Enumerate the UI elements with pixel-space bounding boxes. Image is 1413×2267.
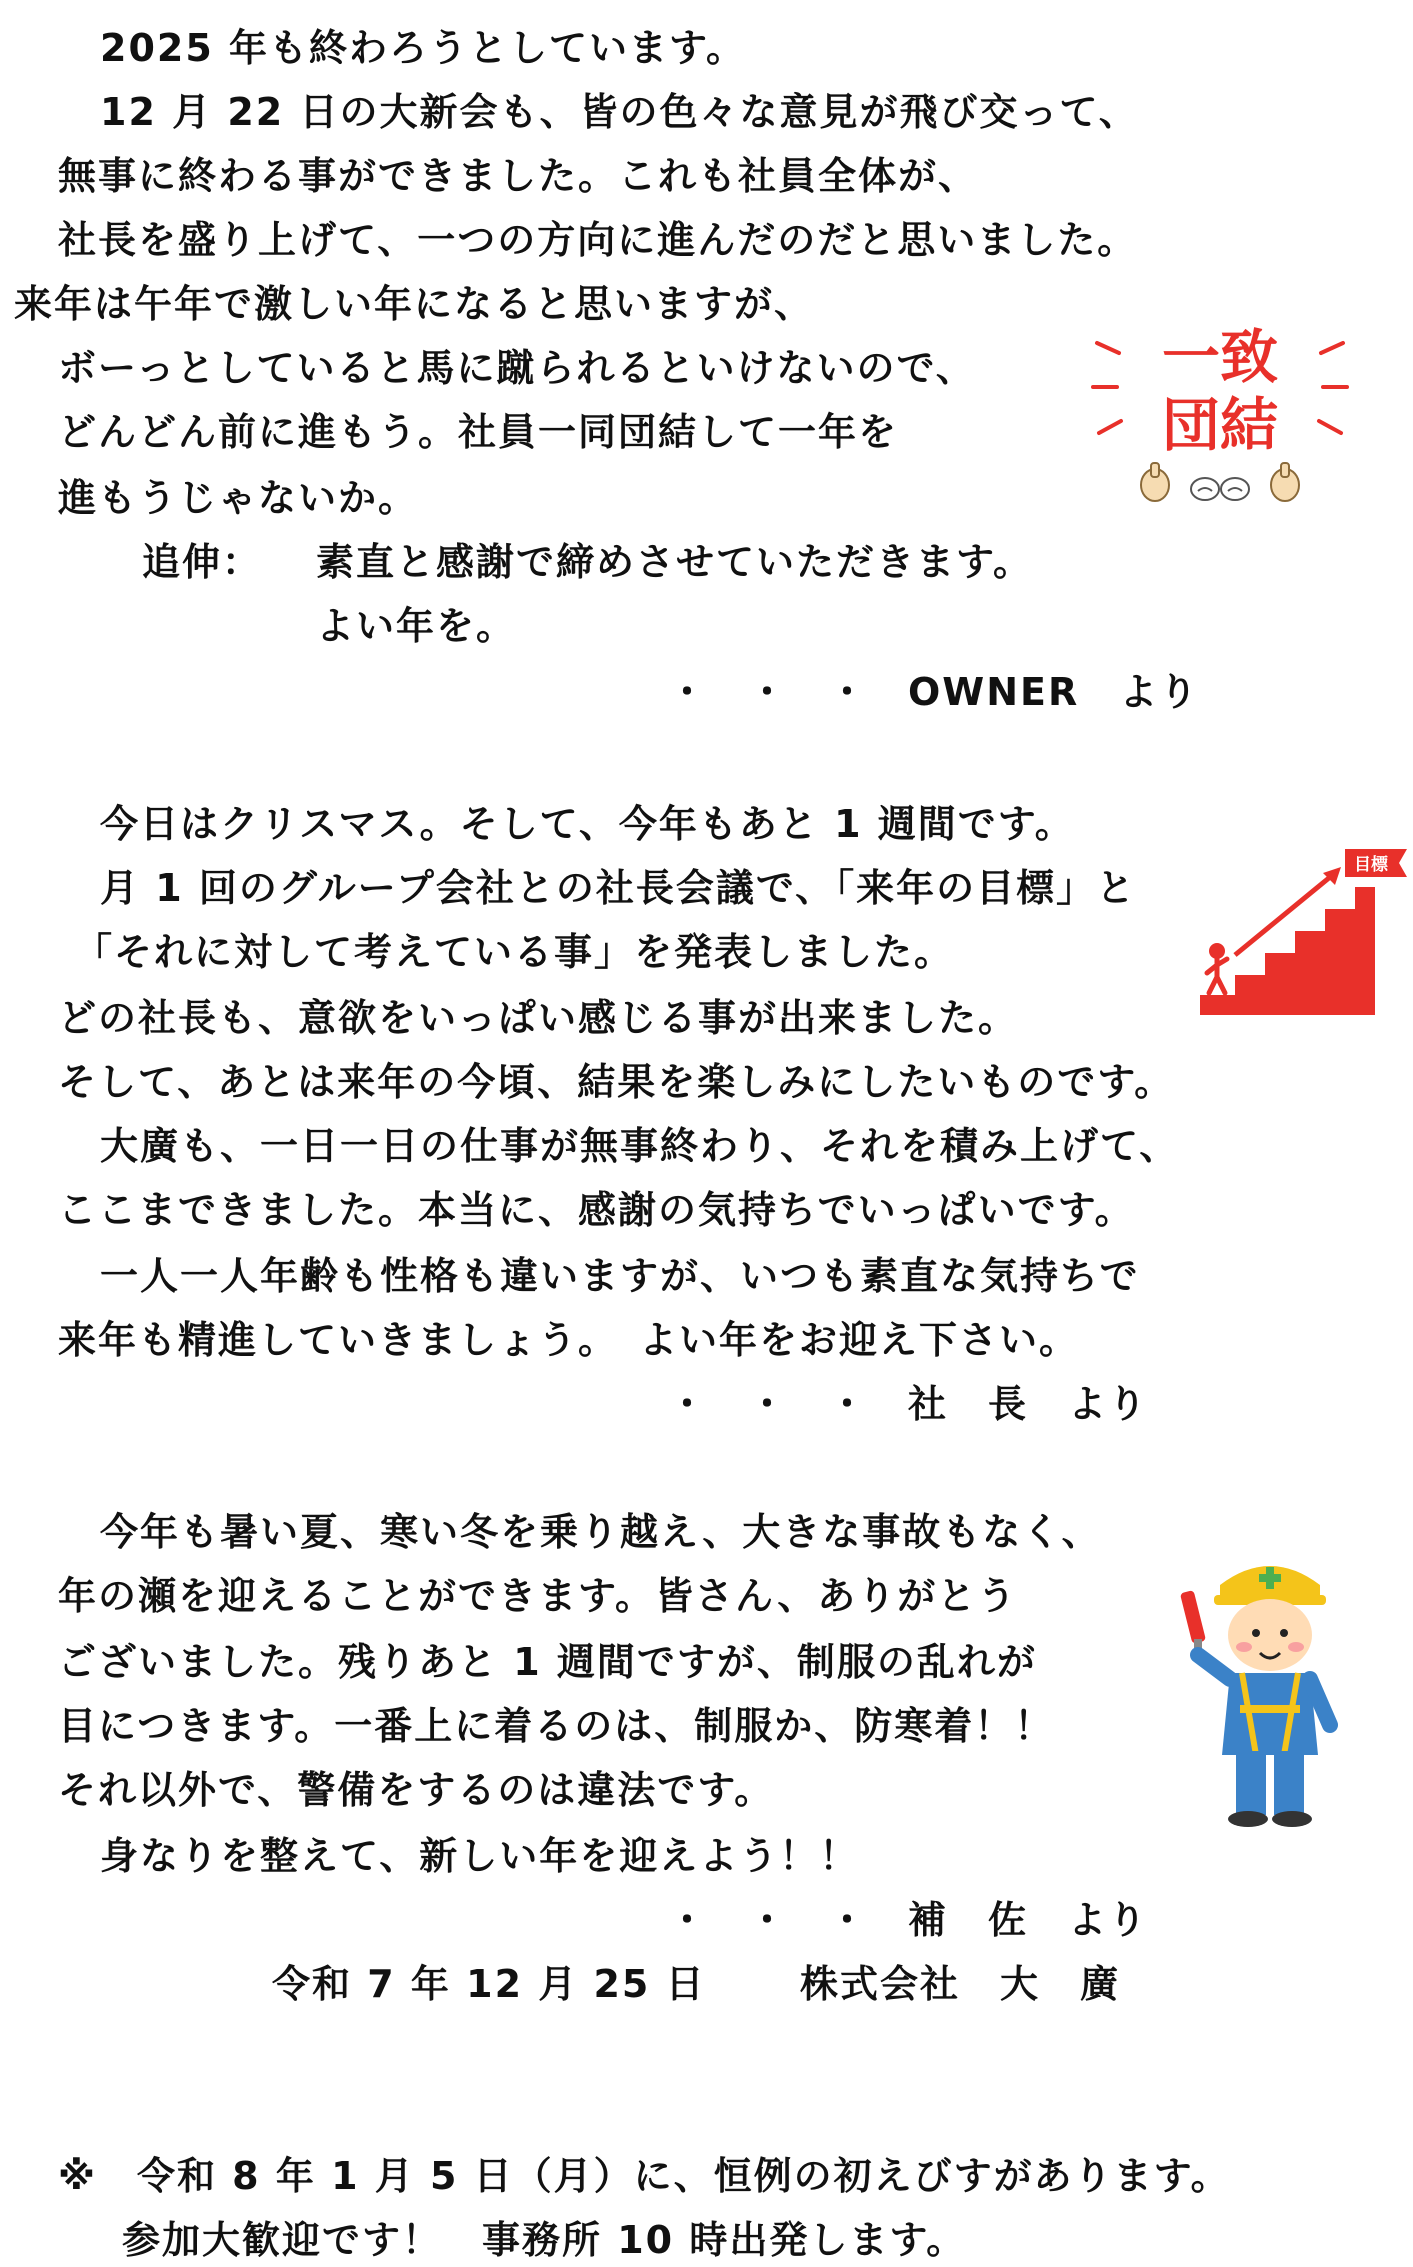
- unity-text-2: 団結: [1161, 391, 1279, 459]
- s2-line-3: 「それに対して考えている事」を発表しました。: [74, 930, 955, 974]
- s2-line-9: 来年も精進していきましょう。 よい年をお迎え下さい。: [58, 1318, 1080, 1362]
- s1-line-3: 無事に終わる事ができました。これも社員全体が、: [58, 154, 979, 198]
- note-line-2: 参加大歓迎です！ 事務所 10 時出発します。: [122, 2218, 967, 2262]
- s1-line-2: 12 月 22 日の大新会も、皆の色々な意見が飛び交って、: [100, 90, 1139, 134]
- company-name: 株式会社 大 廣: [800, 1962, 1121, 2006]
- s1-line-5: 来年は午年で激しい年になると思いますが、: [14, 282, 815, 326]
- s1-line-8: 進もうじゃないか。: [58, 476, 419, 520]
- s1-line-7: どんどん前に進もう。社員一同団結して一年を: [58, 410, 899, 454]
- goal-text: 目標: [1354, 855, 1388, 875]
- s2-line-6: 大廣も、一日一日の仕事が無事終わり、それを積み上げて、: [100, 1124, 1180, 1168]
- s2-line-5: そして、あとは来年の今頃、結果を楽しみにしたいものです。: [58, 1060, 1175, 1104]
- s2-line-4: どの社長も、意欲をいっぱい感じる事が出来ました。: [58, 996, 1019, 1040]
- s1-line-4: 社長を盛り上げて、一つの方向に進んだのだと思いました。: [58, 218, 1138, 262]
- president-signature: ・ ・ ・ 社 長 より: [668, 1382, 1149, 1426]
- postscript-label: 追伸：: [142, 540, 263, 584]
- s3-line-2: 年の瀬を迎えることができます。皆さん、ありがとう: [58, 1574, 1018, 1618]
- s1-line-6: ボーっとしていると馬に蹴られるといけないので、: [58, 346, 976, 390]
- s1-line-1: 2025 年も終わろうとしています。: [100, 26, 746, 70]
- s2-line-8: 一人一人年齢も性格も違いますが、いつも素直な気持ちで: [100, 1254, 1140, 1298]
- s2-line-1: 今日はクリスマス。そして、今年もあと 1 週間です。: [100, 802, 1075, 846]
- postscript-line-2: よい年を。: [316, 604, 517, 648]
- note-line-1: ※ 令和 8 年 1 月 5 日（月）に、恒例の初えびすがあります。: [58, 2154, 1231, 2198]
- s3-line-5: それ以外で、警備をするのは違法です。: [58, 1768, 775, 1812]
- s3-line-3: ございました。残りあと 1 週間ですが、制服の乱れが: [58, 1640, 1037, 1684]
- postscript-line-1: 素直と感謝で締めさせていただきます。: [316, 540, 1033, 584]
- s2-line-2: 月 1 回のグループ会社との社長会議で、「来年の目標」と: [100, 866, 1137, 910]
- unity-illustration: [1085, 305, 1355, 520]
- s3-line-4: 目につきます。一番上に着るのは、制服か、防寒着！！: [58, 1704, 1055, 1748]
- s3-line-6: 身なりを整えて、新しい年を迎えよう！！: [100, 1834, 860, 1878]
- s2-line-7: ここまできました。本当に、感謝の気持ちでいっぱいです。: [58, 1188, 1135, 1232]
- owner-signature: ・ ・ ・ OWNER より: [668, 670, 1200, 714]
- unity-text-1: 一致: [1161, 323, 1279, 391]
- s3-line-1: 今年も暑い夏、寒い冬を乗り越え、大きな事故もなく、: [100, 1510, 1102, 1554]
- security-guard-illustration: [1180, 1555, 1340, 1830]
- goal-stairs-illustration: [1195, 845, 1410, 1020]
- assistant-signature: ・ ・ ・ 補 佐 より: [668, 1898, 1149, 1942]
- letter-date: 令和 7 年 12 月 25 日: [272, 1962, 706, 2006]
